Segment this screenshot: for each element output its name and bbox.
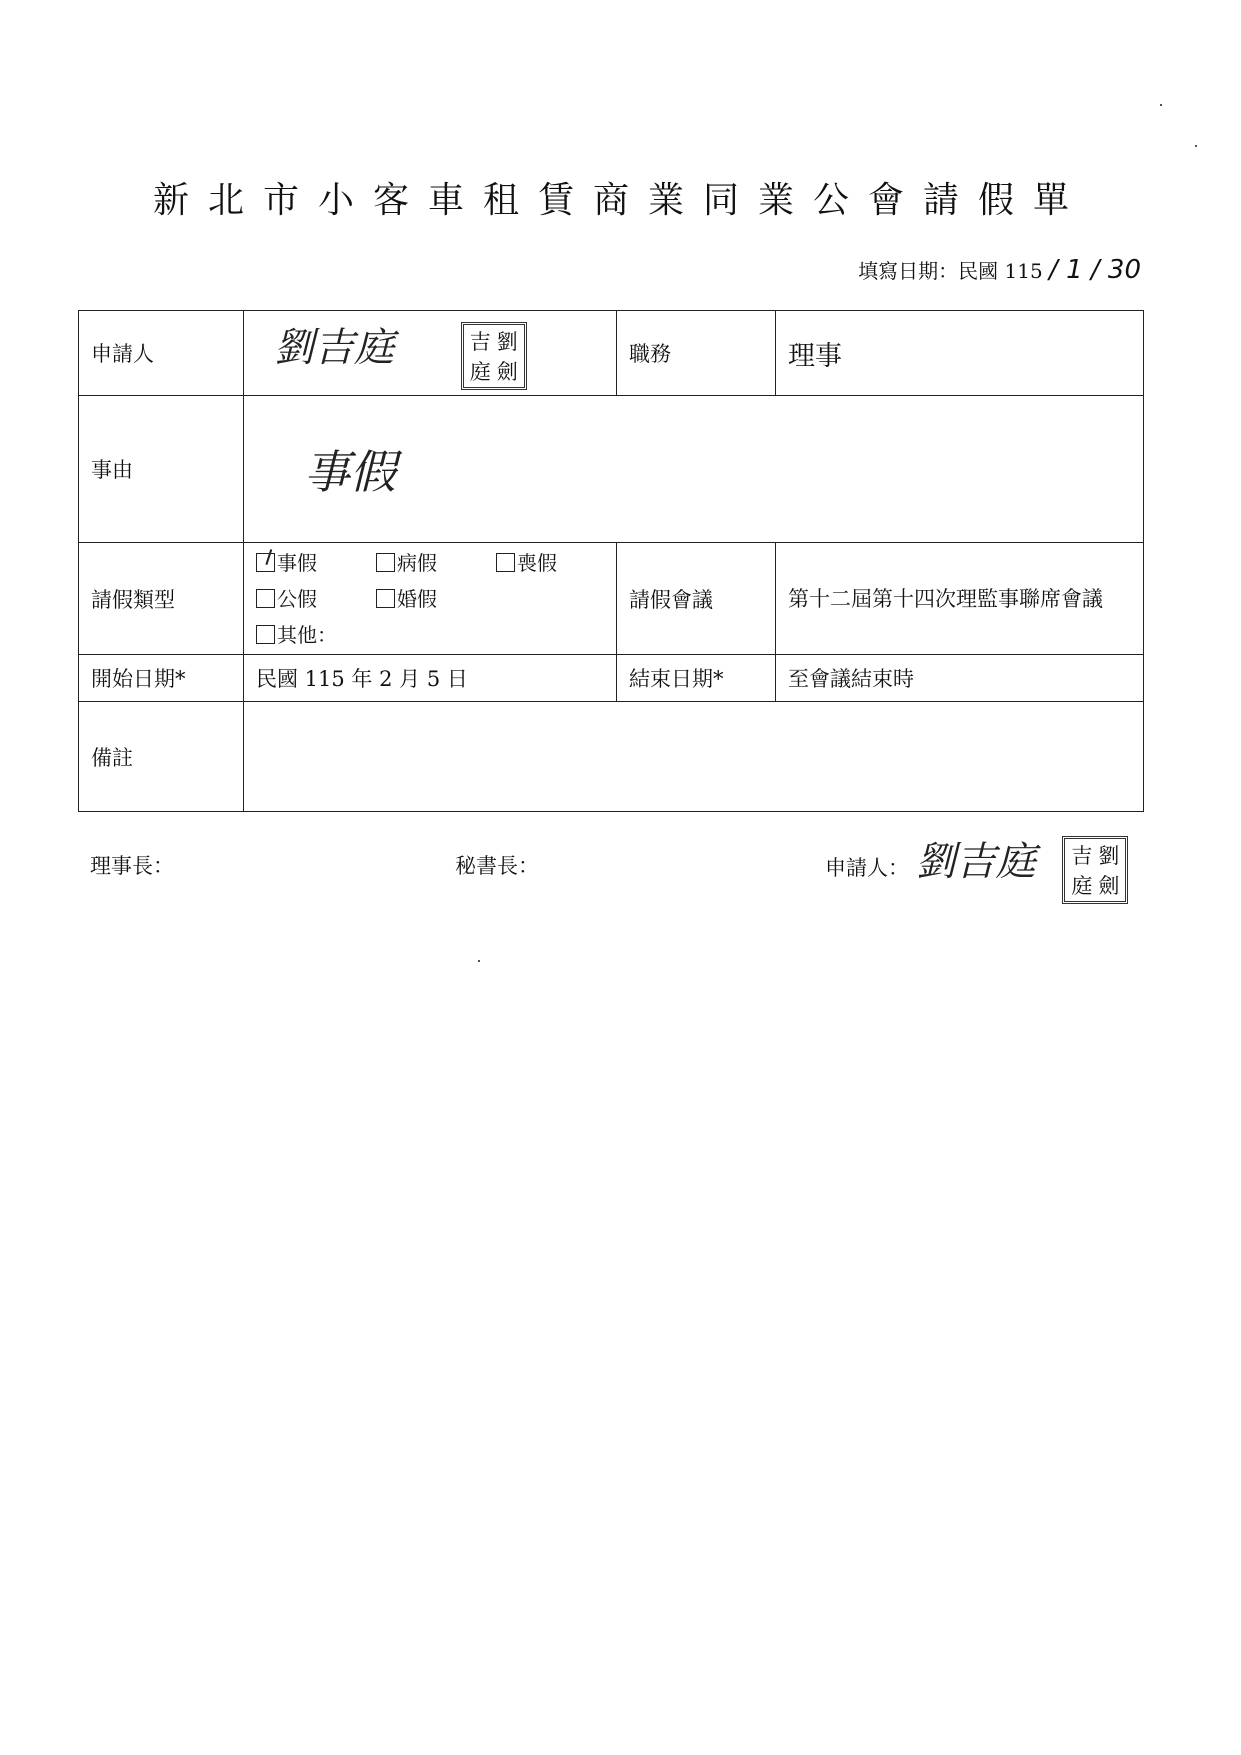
leave-option-other[interactable]: 其他：	[256, 617, 376, 653]
leave-option-official[interactable]: 公假	[256, 581, 376, 617]
end-date-label: 結束日期*	[617, 655, 776, 702]
row-remarks	[79, 702, 1144, 812]
fill-date-label: 填寫日期：民國 115	[858, 259, 1043, 283]
position-label: 職務	[617, 311, 776, 396]
applicant-signoff-seal: 吉 劉庭 劍	[1062, 836, 1128, 904]
row-dates	[79, 655, 1144, 702]
reason-value: 事假	[304, 445, 396, 499]
checkbox-icon[interactable]	[376, 589, 395, 608]
applicant-signoff-signature: 劉吉庭	[915, 839, 1036, 885]
leave-option-bereavement[interactable]: 喪假	[496, 545, 576, 581]
leave-option-personal[interactable]: 事假	[256, 545, 376, 581]
remarks-label: 備註	[79, 702, 244, 812]
remarks-value	[244, 702, 1144, 812]
reason-label: 事由	[79, 396, 244, 543]
meeting-label: 請假會議	[617, 543, 776, 655]
reason-cell	[244, 396, 1144, 543]
fill-date-handwritten: / 1 / 30	[1049, 255, 1141, 285]
leave-option-marriage[interactable]: 婚假	[376, 581, 496, 617]
secretary-signoff: 秘書長：	[455, 854, 539, 878]
scan-speck	[1160, 104, 1162, 106]
applicant-signature: 劉吉庭	[274, 325, 394, 372]
leave-option-sick[interactable]: 病假	[376, 545, 496, 581]
end-date-value: 至會議結束時	[776, 655, 1144, 702]
fill-date	[858, 255, 1141, 285]
checkbox-icon[interactable]	[256, 625, 275, 644]
row-applicant	[79, 311, 1144, 396]
row-leave-type	[79, 543, 1144, 655]
leave-type-options	[244, 543, 617, 655]
leave-type-label: 請假類型	[79, 543, 244, 655]
applicant-cell	[244, 311, 617, 396]
checkbox-checked-icon[interactable]	[256, 553, 275, 572]
checkbox-icon[interactable]	[376, 553, 395, 572]
form-title: 新北市小客車租賃商業同業公會請假單	[152, 180, 1088, 221]
applicant-signoff	[825, 830, 1128, 904]
start-date-value: 民國 115 年 2 月 5 日	[244, 655, 617, 702]
applicant-signoff-label: 申請人：	[825, 856, 909, 880]
leave-type-checkbox-group	[256, 545, 604, 653]
meeting-value: 第十二屆第十四次理監事聯席會議	[776, 543, 1144, 655]
position-value: 理事	[776, 311, 1144, 396]
leave-form-table	[78, 310, 1144, 812]
checkbox-icon[interactable]	[256, 589, 275, 608]
row-reason	[79, 396, 1144, 543]
scan-speck	[1195, 145, 1197, 147]
applicant-label: 申請人	[79, 311, 244, 396]
start-date-label: 開始日期*	[79, 655, 244, 702]
applicant-seal: 吉 劉庭 劍	[461, 322, 527, 390]
chairman-signoff: 理事長：	[90, 854, 174, 878]
scan-speck	[478, 960, 480, 962]
checkbox-icon[interactable]	[496, 553, 515, 572]
